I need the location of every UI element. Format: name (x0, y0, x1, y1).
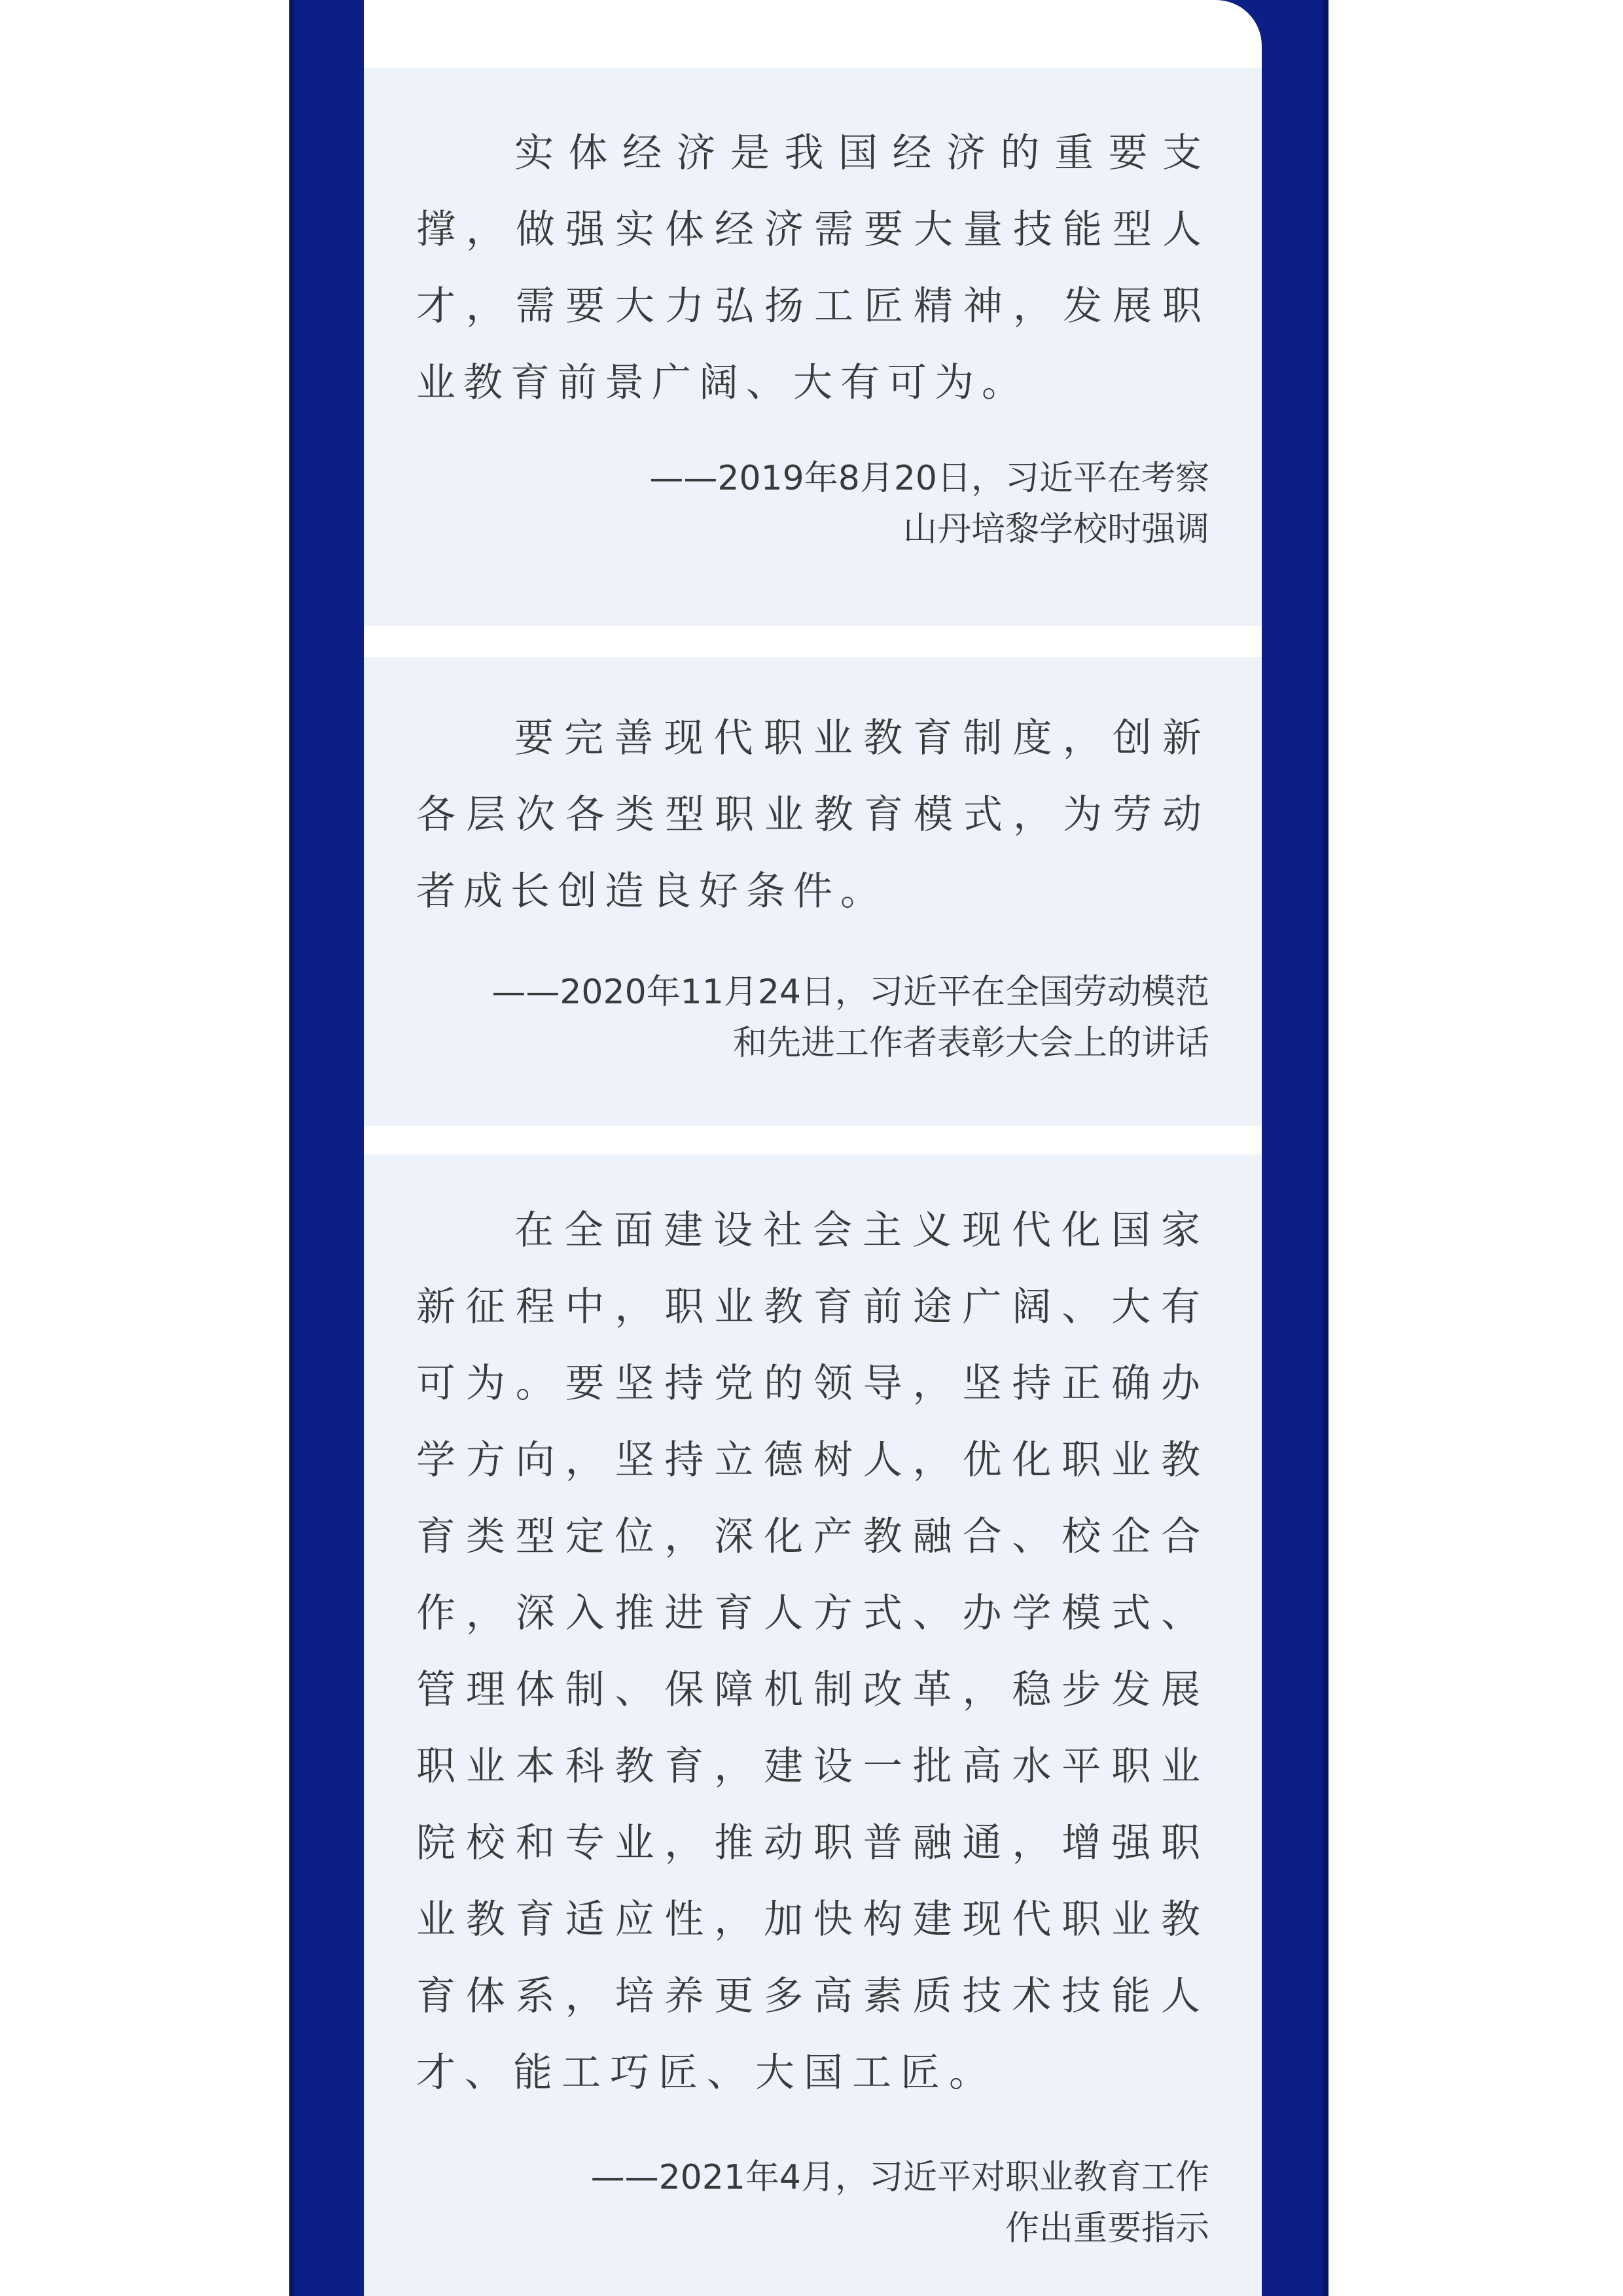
blue-frame (289, 0, 1329, 2296)
content-sheet (364, 68, 1262, 2296)
quote-source: ——2021年4月，习近平对职业教育工作 作出重要指示 (590, 2158, 1209, 2248)
page-top-curve (364, 0, 1262, 68)
frame-left-edge (289, 0, 294, 2296)
quote-text: 实体经济是我国经济的重要支撑，做强实体经济需要大量技能型人才，需要大力弘扬工匠精神，发展职业教育前景广阔、大有可为。 (416, 130, 1209, 406)
quote-text: 要完善现代职业教育制度，创新各层次各类型职业教育模式，为劳动者成长创造良好条件。 (416, 715, 1209, 914)
quote-card-3 (364, 1155, 1262, 2296)
quote-source: ——2019年8月20日，习近平在考察 山丹培黎学校时强调 (649, 459, 1209, 549)
quote-source: ——2020年11月24日，习近平在全国劳动模范 和先进工作者表彰大会上的讲话 (491, 973, 1209, 1063)
quote-text: 在全面建设社会主义现代化国家新征程中，职业教育前途广阔、大有可为。要坚持党的领导，坚持正确办学方向，坚持立德树人，优化职业教育类型定位，深化产教融合、校企合作，深入推进育人方式、办学模式、管理体制、保障机制改革，稳步发展职业本科教育，建设一批高水平职业院校和专业，推动职普融通，增强职业教育适应性，加快构建现代职业教育体系，培养更多高素质技术技能人才、能工巧匠、大国工匠。 (416, 1208, 1209, 2096)
quote-card-2 (364, 657, 1262, 1126)
quote-card-1 (364, 68, 1262, 626)
frame-right-edge (1323, 0, 1329, 2296)
